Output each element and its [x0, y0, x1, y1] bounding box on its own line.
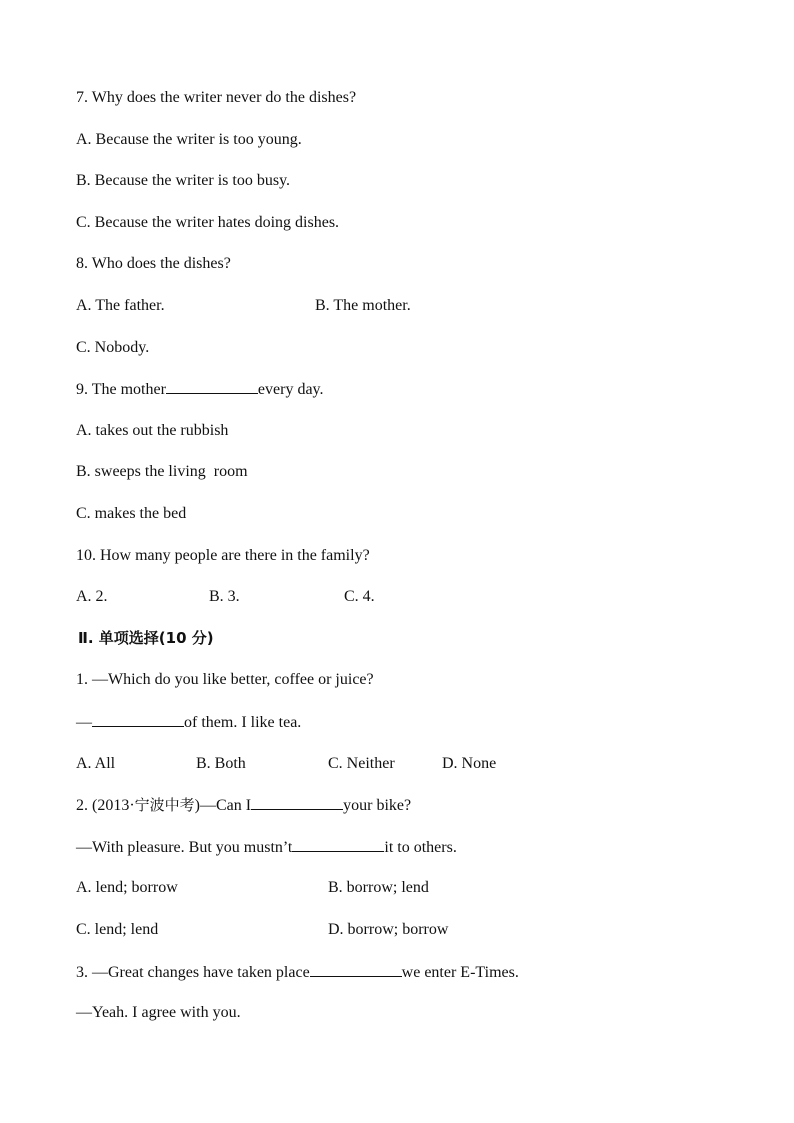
question-7-stem: 7. Why does the writer never do the dishes?: [76, 89, 357, 106]
question-9-option-b: B. sweeps the living room: [76, 463, 248, 480]
mc-question-2-option-d: D. borrow; borrow: [328, 921, 449, 938]
question-10-option-a: A. 2.: [76, 588, 108, 605]
answer-blank: [166, 379, 258, 394]
mc-question-2-option-c: C. lend; lend: [76, 921, 159, 938]
mc-question-2-option-b: B. borrow; lend: [328, 879, 429, 896]
mc-question-1-option-d: D. None: [442, 755, 497, 772]
question-10-stem: 10. How many people are there in the family?: [76, 547, 370, 564]
question-8-option-a: A. The father.: [76, 297, 165, 314]
question-10-option-c: C. 4.: [344, 588, 375, 605]
question-7-option-b: B. Because the writer is too busy.: [76, 172, 291, 189]
question-9-option-c: C. makes the bed: [76, 505, 187, 522]
mc-question-3-line-1: 3. —Great changes have taken place we enter E-Times.: [76, 964, 519, 981]
section-2-title: Ⅱ. 单项选择(10 分): [78, 629, 214, 647]
mc-question-2-line-2: —With pleasure. But you mustn’t it to others.: [76, 839, 457, 856]
mc-question-1-option-a: A. All: [76, 755, 116, 772]
question-7-option-c: C. Because the writer hates doing dishes.: [76, 214, 340, 231]
question-7-option-a: A. Because the writer is too young.: [76, 131, 302, 148]
answer-blank: [92, 712, 184, 727]
question-8-stem: 8. Who does the dishes?: [76, 255, 231, 272]
question-9-stem-pre: 9. The mother: [76, 381, 166, 398]
mc-question-2-line-1: 2. (2013·宁波中考)—Can I your bike?: [76, 796, 412, 814]
answer-blank: [251, 795, 343, 810]
mc-question-1-line-2: — of them. I like tea.: [76, 714, 302, 731]
question-8-option-c: C. Nobody.: [76, 339, 150, 356]
answer-blank: [292, 837, 384, 852]
question-9-option-a: A. takes out the rubbish: [76, 422, 229, 439]
mc-question-1-option-c: C. Neither: [328, 755, 395, 772]
question-9-stem-post: every day.: [257, 381, 324, 398]
answer-blank: [310, 962, 402, 977]
mc-question-1-option-b: B. Both: [196, 755, 246, 772]
question-8-option-b: B. The mother.: [315, 297, 411, 314]
mc-question-1-line-1: 1. —Which do you like better, coffee or juice?: [76, 671, 374, 688]
mc-question-3-line-2: —Yeah. I agree with you.: [76, 1004, 241, 1021]
question-9-stem: [76, 379, 324, 400]
question-10-option-b: B. 3.: [209, 588, 240, 605]
mc-question-2-option-a: A. lend; borrow: [76, 879, 178, 896]
